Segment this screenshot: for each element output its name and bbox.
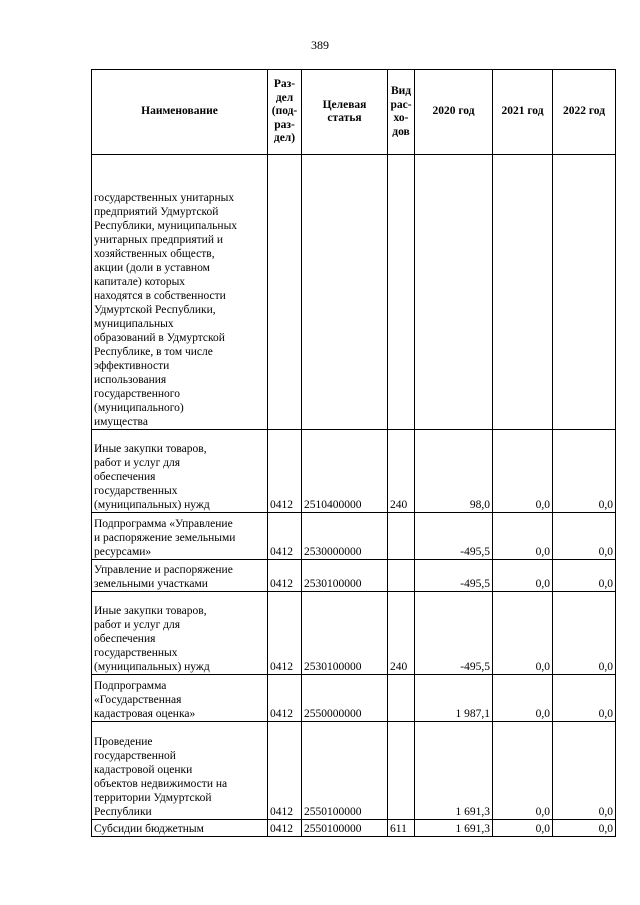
row-kind: 240 [388,430,415,513]
row-2020 [415,155,493,430]
row-2021: 0,0 [493,820,553,837]
row-target [302,155,388,430]
row-kind [388,560,415,592]
row-2020: 98,0 [415,430,493,513]
row-2022: 0,0 [553,430,616,513]
table-row [92,560,616,592]
header-2022: 2022 год [553,70,616,155]
row-2022: 0,0 [553,820,616,837]
row-2020: -495,5 [415,592,493,675]
row-target: 2550000000 [302,675,388,722]
row-section: 0412 [268,430,302,513]
row-2021: 0,0 [493,430,553,513]
row-kind [388,722,415,820]
row-section: 0412 [268,820,302,837]
row-target: 2530100000 [302,560,388,592]
row-2021: 0,0 [493,722,553,820]
row-2021: 0,0 [493,675,553,722]
row-kind [388,155,415,430]
row-target: 2530100000 [302,592,388,675]
table-row [92,430,616,513]
row-section: 0412 [268,722,302,820]
row-kind: 611 [388,820,415,837]
row-target: 2550100000 [302,820,388,837]
row-name: государственных унитарных предприятий Удмуртской Республики, муниципальных унитарных предприятий и хозяйственных обществ, акции (доли в уставном капитале) которых находятся в собственности Удмуртской Республики, муниципальных образований в Удмуртской Республике, в том числе эффективности использования государственного (муниципального) имущества [92,155,268,430]
header-target: Целевая статья [302,70,388,155]
page-number: 389 [311,38,329,52]
header-2021: 2021 год [493,70,553,155]
row-2022: 0,0 [553,675,616,722]
table-row [92,155,616,430]
row-2022: 0,0 [553,560,616,592]
table-row [92,592,616,675]
row-name: Иные закупки товаров, работ и услуг для обеспечения государственных (муниципальных) нужд [92,592,268,675]
row-name: Субсидии бюджетным [92,820,268,837]
row-kind [388,675,415,722]
header-name: Наименование [92,70,268,155]
row-2022 [553,155,616,430]
row-2020: 1 691,3 [415,820,493,837]
row-kind [388,513,415,560]
budget-table [91,69,616,837]
table-row [92,722,616,820]
row-section [268,155,302,430]
row-target: 2550100000 [302,722,388,820]
row-section: 0412 [268,592,302,675]
row-section: 0412 [268,560,302,592]
row-section: 0412 [268,675,302,722]
row-name: Управление и распоряжение земельными участками [92,560,268,592]
header-kind: Вид рас- хо- дов [388,70,415,155]
table-row [92,820,616,837]
row-2021 [493,155,553,430]
header-2020: 2020 год [415,70,493,155]
row-2021: 0,0 [493,560,553,592]
row-target: 2530000000 [302,513,388,560]
row-2021: 0,0 [493,592,553,675]
row-2022: 0,0 [553,513,616,560]
row-name: Проведение государственной кадастровой оценки объектов недвижимости на территории Удмуртской Республики [92,722,268,820]
row-2020: -495,5 [415,560,493,592]
row-section: 0412 [268,513,302,560]
header-section: Раз- дел (под- раз- дел) [268,70,302,155]
row-name: Подпрограмма «Государственная кадастровая оценка» [92,675,268,722]
row-name: Иные закупки товаров, работ и услуг для обеспечения государственных (муниципальных) нужд [92,430,268,513]
row-target: 2510400000 [302,430,388,513]
row-2022: 0,0 [553,592,616,675]
row-kind: 240 [388,592,415,675]
table-row [92,675,616,722]
row-2020: 1 691,3 [415,722,493,820]
row-2020: 1 987,1 [415,675,493,722]
table-row [92,513,616,560]
row-name: Подпрограмма «Управление и распоряжение земельными ресурсами» [92,513,268,560]
row-2020: -495,5 [415,513,493,560]
row-2021: 0,0 [493,513,553,560]
table-header-row [92,70,616,155]
row-2022: 0,0 [553,722,616,820]
